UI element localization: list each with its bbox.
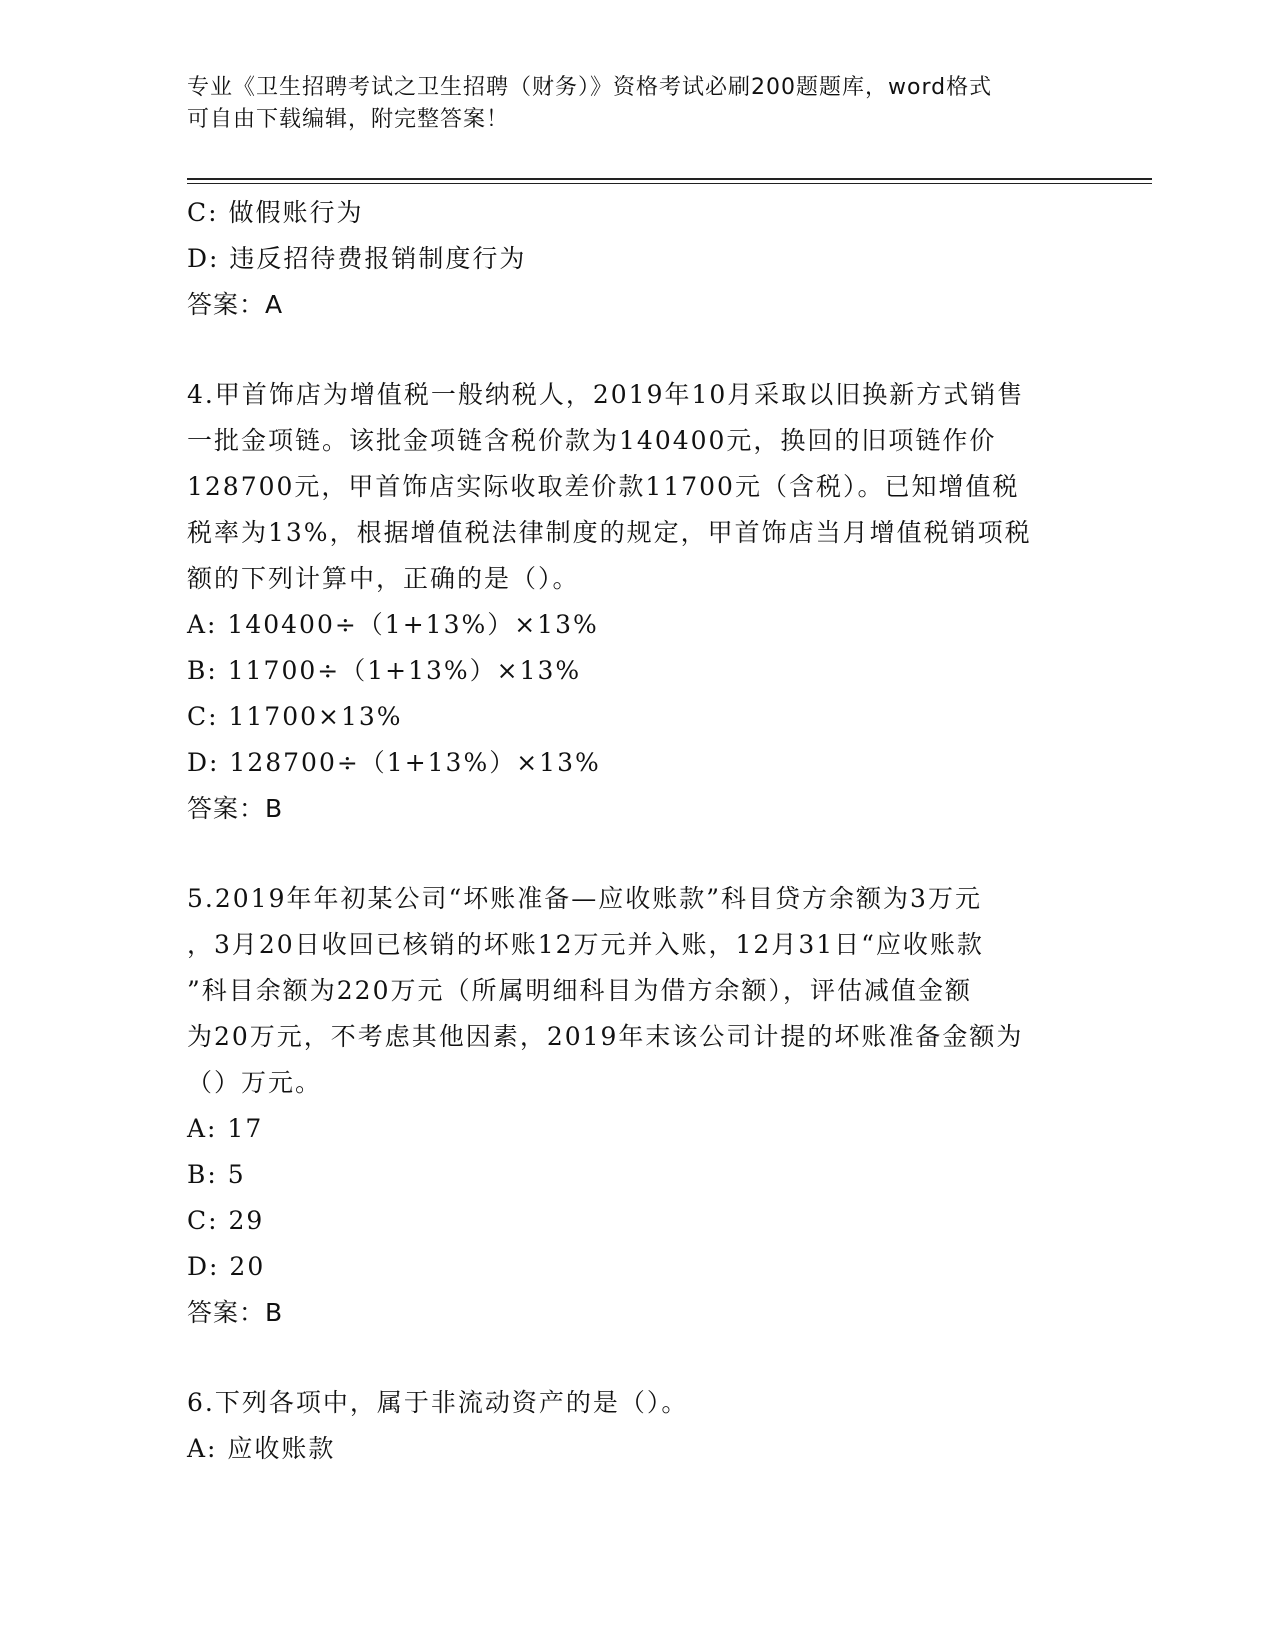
question-stem-line: 128700元，甲首饰店实际收取差价款11700元（含税）。已知增值税 — [187, 472, 1020, 501]
question-4 — [187, 372, 1087, 832]
spacer — [187, 328, 1087, 372]
question-stem-line: 6.下列各项中，属于非流动资产的是（）。 — [187, 1388, 689, 1417]
question-5 — [187, 876, 1087, 1336]
question-stem-line: 为20万元，不考虑其他因素，2019年末该公司计提的坏账准备金额为 — [187, 1022, 1024, 1051]
option-b: B: 5 — [187, 1160, 246, 1189]
question-stem-line: ，3月20日收回已核销的坏账12万元并入账，12月31日“应收账款 — [187, 930, 984, 959]
answer-label: 答案：B — [187, 794, 284, 823]
question-stem-line: 5.2019年年初某公司“坏账准备—应收账款”科目贷方余额为3万元 — [187, 884, 982, 913]
question-content — [187, 190, 1087, 1472]
question-6 — [187, 1380, 1087, 1472]
option-c: C: 做假账行为 — [187, 198, 364, 227]
question-3-tail — [187, 190, 1087, 328]
option-a: A: 140400÷（1+13%）×13% — [187, 610, 599, 639]
spacer — [187, 832, 1087, 876]
option-a: A: 应收账款 — [187, 1434, 336, 1463]
question-stem-line: 额的下列计算中，正确的是（）。 — [187, 564, 580, 593]
header-title-line-2: 可自由下载编辑，附完整答案！ — [187, 107, 510, 132]
header-title-line-1: 专业《卫生招聘考试之卫生招聘（财务）》资格考试必刷200题题库，word格式 — [187, 75, 993, 100]
document-header — [187, 72, 1067, 136]
spacer — [187, 1336, 1087, 1380]
option-d: D: 128700÷（1+13%）×13% — [187, 748, 601, 777]
option-d: D: 违反招待费报销制度行为 — [187, 244, 527, 273]
option-c: C: 11700×13% — [187, 702, 403, 731]
option-c: C: 29 — [187, 1206, 265, 1235]
option-a: A: 17 — [187, 1114, 264, 1143]
question-stem-line: 4.甲首饰店为增值税一般纳税人，2019年10月采取以旧换新方式销售 — [187, 380, 1025, 409]
option-b: B: 11700÷（1+13%）×13% — [187, 656, 582, 685]
header-divider-thin — [187, 183, 1152, 184]
question-stem-line: 税率为13%，根据增值税法律制度的规定，甲首饰店当月增值税销项税 — [187, 518, 1032, 547]
question-stem-line: ”科目余额为220万元（所属明细科目为借方余额），评估减值金额 — [187, 976, 973, 1005]
header-divider-thick — [187, 178, 1152, 180]
question-stem-line: 一批金项链。该批金项链含税价款为140400元，换回的旧项链作价 — [187, 426, 997, 455]
option-d: D: 20 — [187, 1252, 266, 1281]
question-stem-line: （）万元。 — [187, 1068, 323, 1097]
answer-label: 答案：B — [187, 1298, 284, 1327]
answer-label: 答案：A — [187, 290, 284, 319]
